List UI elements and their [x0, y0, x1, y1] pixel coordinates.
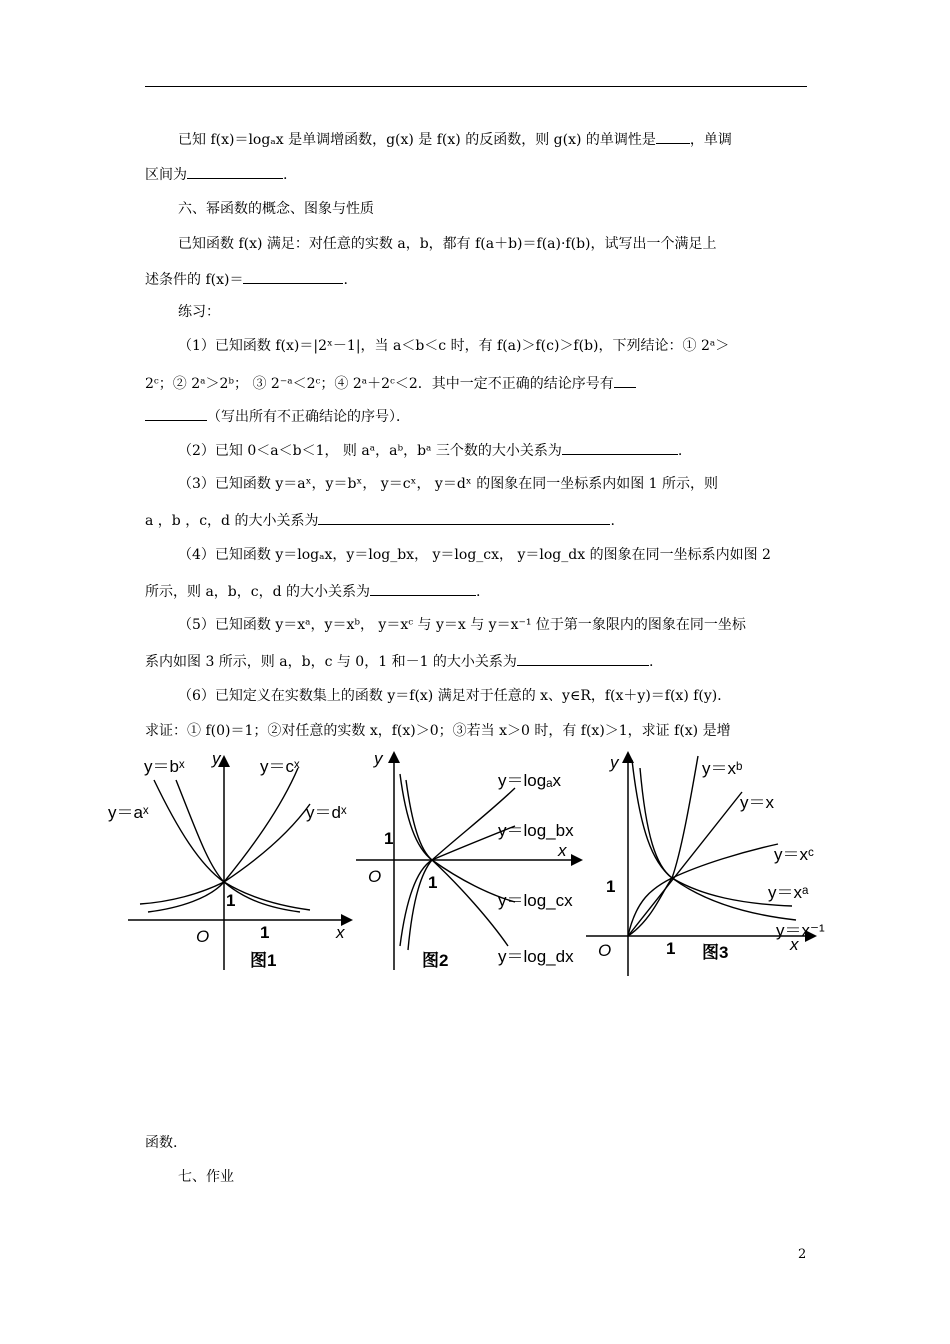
problem-1-line-1: （1）已知函数 f(x)＝|2ˣ－1|，当 a＜b＜c 时，有 f(a)＞f(c)＞f(b)，下列结论：① 2ᵃ＞ — [178, 338, 730, 354]
problem-3-line-2 — [145, 510, 807, 531]
line-text: . — [476, 584, 481, 600]
line-text: （2）已知 0＜a＜b＜1， 则 aᵃ，aᵇ，bᵃ 三个数的大小关系为 — [178, 443, 562, 459]
x-axis-label: x — [336, 923, 345, 942]
problem-5-line-1: （5）已知函数 y＝xᵃ，y＝xᵇ， y＝xᶜ 与 y＝x 与 y＝x⁻¹ 位于第一象限内的图象在同一坐标 — [178, 617, 746, 633]
line-text: 已知 f(x)＝logₐx 是单调增函数，g(x) 是 f(x) 的反函数，则 g(x) 的单调性是 — [178, 132, 656, 148]
x-axis-label: x — [558, 841, 567, 860]
text-line-19: 函数. — [145, 1135, 178, 1151]
header-rule — [145, 86, 807, 87]
problem-4-line-1: （4）已知函数 y＝logₐx，y＝log_bx， y＝log_cx， y＝log_dx 的图象在同一坐标系内如图 2 — [178, 547, 771, 563]
figure-caption: 图2 — [422, 951, 449, 970]
label-log-c: y＝log_cx — [498, 891, 573, 910]
y-unit-label: 1 — [384, 829, 394, 848]
figure-3-power — [582, 740, 832, 980]
label-log-d: y＝log_dx — [498, 947, 574, 966]
y-axis-label: y — [212, 749, 221, 768]
answer-blank[interactable] — [517, 651, 649, 666]
curve-d — [140, 804, 310, 904]
label-y-eq-x: y＝x — [740, 793, 774, 812]
problem-4-line-2 — [145, 581, 807, 602]
y-unit-label: 1 — [606, 877, 616, 896]
text-line-2 — [145, 164, 807, 185]
figure-2-logarithmic — [350, 740, 590, 980]
label-y-cx: y＝cˣ — [260, 757, 300, 776]
origin-label: O — [196, 927, 210, 946]
origin-label: O — [598, 941, 612, 960]
figure-caption: 图3 — [702, 943, 729, 962]
answer-blank[interactable] — [318, 510, 610, 525]
problem-6-line-2: 求证：① f(0)＝1；②对任意的实数 x，f(x)＞0；③若当 x＞0 时，有 f(x)＞1，求证 f(x) 是增 — [145, 723, 731, 739]
curve-b — [406, 780, 515, 860]
line-text: 述条件的 f(x)＝ — [145, 272, 244, 288]
line-text: . — [648, 654, 654, 670]
y-axis-label: y — [610, 753, 619, 772]
line-text: . — [610, 513, 615, 529]
label-x-inv: y＝x⁻¹ — [776, 921, 825, 940]
curve-c — [628, 844, 778, 936]
section-heading-6: 六、幂函数的概念、图象与性质 — [178, 201, 374, 217]
y-axis-label: y — [374, 749, 383, 768]
answer-blank[interactable] — [370, 581, 476, 596]
practice-heading: 练习： — [178, 304, 220, 320]
figure-caption: 图1 — [250, 951, 277, 970]
line-text: . — [283, 167, 288, 183]
problem-1-line-2 — [145, 373, 807, 394]
curve-c — [148, 768, 298, 912]
line-text: （写出所有不正确结论的序号）． — [207, 409, 410, 425]
page-number: 2 — [798, 1247, 807, 1262]
line-text: ，单调 — [689, 132, 732, 148]
line-text: . — [677, 443, 683, 459]
label-x-a: y＝xᵃ — [768, 883, 809, 902]
section-heading-7: 七、作业 — [178, 1169, 234, 1185]
line-text: . — [343, 272, 348, 288]
label-y-ax: y＝aˣ — [108, 803, 149, 822]
x-unit-label: 1 — [666, 939, 676, 958]
text-line-5 — [145, 269, 807, 290]
problem-2 — [145, 440, 840, 461]
label-x-b: y＝xᵇ — [702, 759, 743, 778]
curve-d — [408, 860, 508, 950]
x-axis-label: x — [790, 935, 799, 954]
y-unit-label: 1 — [226, 891, 236, 910]
figure-1-exponential — [100, 740, 360, 980]
curve-b — [628, 756, 698, 936]
answer-blank[interactable] — [187, 164, 283, 179]
origin-label: O — [368, 867, 382, 886]
line-text: 系内如图 3 所示，则 a，b，c 与 0，1 和－1 的大小关系为 — [145, 654, 517, 670]
label-y-bx: y＝bˣ — [144, 757, 185, 776]
problem-5-line-2 — [145, 651, 807, 672]
text-line-4: 已知函数 f(x) 满足：对任意的实数 a，b，都有 f(a＋b)＝f(a)·f(b)，试写出一个满足上 — [178, 236, 717, 252]
answer-blank[interactable] — [614, 373, 636, 388]
x-unit-label: 1 — [428, 873, 438, 892]
problem-6-line-1: （6）已知定义在实数集上的函数 y＝f(x) 满足对于任意的 x、y∈R，f(x＋y)＝f(x) f(y)． — [178, 688, 732, 704]
problem-3-line-1: （3）已知函数 y＝aˣ，y＝bˣ， y＝cˣ， y＝dˣ 的图象在同一坐标系内如图 1 所示，则 — [178, 476, 718, 492]
label-log-a: y＝logₐx — [498, 771, 562, 790]
line-text: 2ᶜ；② 2ᵃ＞2ᵇ； ③ 2⁻ᵃ＜2ᶜ；④ 2ᵃ＋2ᶜ＜2．其中一定不正确的结论序号有 — [145, 376, 614, 392]
label-log-b: y＝log_bx — [498, 821, 574, 840]
answer-blank[interactable] — [656, 129, 690, 144]
label-y-dx: y＝dˣ — [306, 803, 347, 822]
answer-blank[interactable] — [145, 406, 207, 421]
line-text: 所示，则 a，b，c，d 的大小关系为 — [145, 584, 371, 600]
problem-1-line-3 — [145, 406, 807, 427]
answer-blank[interactable] — [243, 269, 343, 284]
label-x-c: y＝xᶜ — [774, 845, 815, 864]
text-line-1 — [145, 129, 840, 150]
answer-blank[interactable] — [562, 440, 678, 455]
x-unit-label: 1 — [260, 923, 270, 942]
line-text: a ，b ，c，d 的大小关系为 — [145, 513, 319, 529]
line-text: 区间为 — [145, 167, 187, 183]
